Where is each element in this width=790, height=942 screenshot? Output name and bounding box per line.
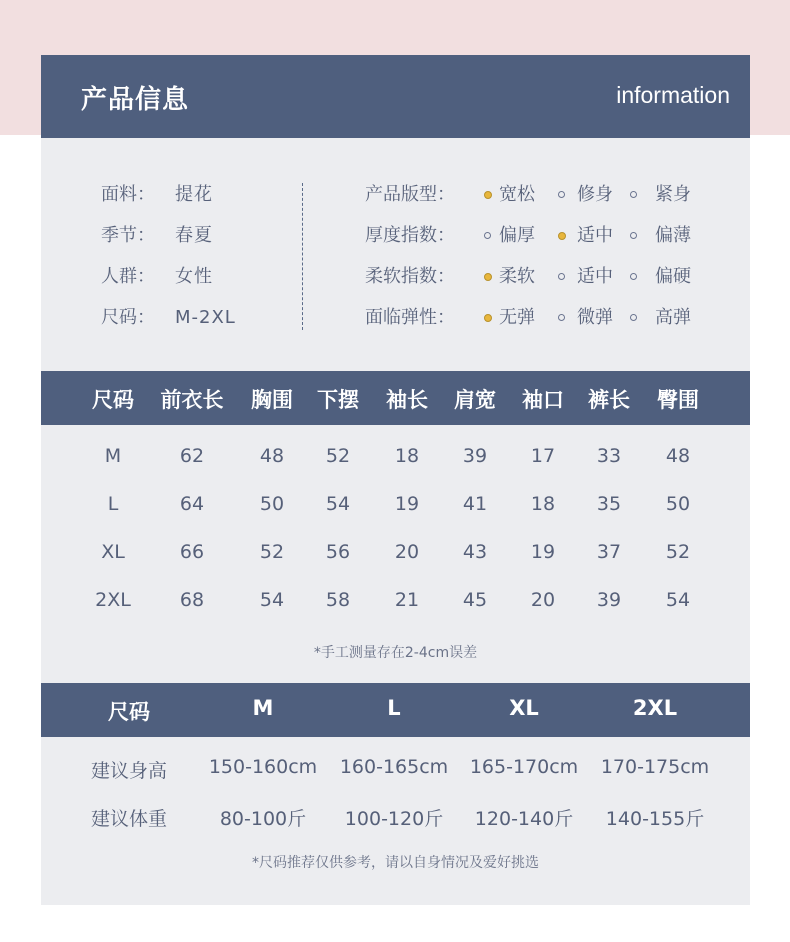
attr-row-fit xyxy=(365,183,735,207)
size-cell: 20 xyxy=(394,541,420,563)
size-cell: 52 xyxy=(259,541,285,563)
attr-row-softness xyxy=(365,265,735,289)
attr-value: 提花 xyxy=(175,184,213,205)
size-cell: 39 xyxy=(596,589,622,611)
size-cell: 21 xyxy=(394,589,420,611)
attr-label: 产品版型： xyxy=(365,184,455,205)
attr-label: 人群： xyxy=(101,266,155,287)
size-header-cell: 臀围 xyxy=(657,388,699,412)
option-label: 无弹 xyxy=(499,307,535,328)
attr-row-size xyxy=(101,306,291,330)
size-cell: 50 xyxy=(259,493,285,515)
attr-value: M-2XL xyxy=(175,307,236,328)
option-label: 柔软 xyxy=(499,266,535,287)
option-dot xyxy=(630,232,637,239)
page-subtitle: information xyxy=(616,82,730,108)
size-header-cell: 袖长 xyxy=(386,388,428,412)
size-header-cell: 尺码 xyxy=(92,388,134,412)
recommend-cell: 170-175cm xyxy=(600,756,710,778)
attr-label: 柔软指数： xyxy=(365,266,455,287)
attr-label: 季节： xyxy=(101,225,155,246)
recommend-note: *尺码推荐仅供参考，请以自身情况及爱好挑选 xyxy=(252,855,539,871)
option-dot xyxy=(484,314,492,322)
size-cell: 66 xyxy=(179,541,205,563)
option-label: 适中 xyxy=(577,266,613,287)
size-cell: 54 xyxy=(325,493,351,515)
attr-row-audience xyxy=(101,265,291,289)
option-label: 宽松 xyxy=(499,184,535,205)
option-label: 偏厚 xyxy=(499,225,535,246)
recommend-cell: 120-140斤 xyxy=(474,808,574,830)
product-info-card xyxy=(41,55,750,905)
size-cell: 19 xyxy=(394,493,420,515)
dashed-divider xyxy=(302,183,303,330)
option-label: 修身 xyxy=(577,184,613,205)
size-header-cell: 胸围 xyxy=(251,388,293,412)
option-dot xyxy=(558,273,565,280)
product-attributes xyxy=(41,138,750,371)
recommend-cell: 140-155斤 xyxy=(605,808,705,830)
size-cell: 54 xyxy=(259,589,285,611)
recommend-header-cell: 尺码 xyxy=(108,700,150,724)
recommend-header-cell: L xyxy=(387,696,401,720)
size-cell: 68 xyxy=(179,589,205,611)
size-cell: 19 xyxy=(530,541,556,563)
option-label: 紧身 xyxy=(655,184,691,205)
option-label: 偏薄 xyxy=(655,225,691,246)
recommend-cell: 建议身高 xyxy=(90,760,168,782)
recommend-cell: 100-120斤 xyxy=(344,808,444,830)
size-cell: 35 xyxy=(596,493,622,515)
attr-value: 女性 xyxy=(175,266,213,287)
size-cell: XL xyxy=(101,541,125,563)
size-cell: 33 xyxy=(596,445,622,467)
size-cell: 50 xyxy=(665,493,691,515)
attr-row-thickness xyxy=(365,224,735,248)
size-cell: 48 xyxy=(665,445,691,467)
attr-label: 面料： xyxy=(101,184,155,205)
attr-label: 面临弹性： xyxy=(365,307,455,328)
size-header-cell: 下摆 xyxy=(317,388,359,412)
option-label: 适中 xyxy=(577,225,613,246)
size-cell: 58 xyxy=(325,589,351,611)
recommend-cell: 160-165cm xyxy=(339,756,449,778)
size-cell: 64 xyxy=(179,493,205,515)
recommend-table-header xyxy=(41,683,750,737)
option-dot xyxy=(558,314,565,321)
attr-label: 厚度指数： xyxy=(365,225,455,246)
size-cell: 17 xyxy=(530,445,556,467)
size-cell: 43 xyxy=(462,541,488,563)
size-header-cell: 裤长 xyxy=(588,388,630,412)
size-cell: 45 xyxy=(462,589,488,611)
size-cell: 18 xyxy=(394,445,420,467)
measurement-note: *手工测量存在2-4cm误差 xyxy=(313,645,478,661)
size-cell: 52 xyxy=(665,541,691,563)
size-table-header xyxy=(41,371,750,425)
option-dot xyxy=(630,273,637,280)
size-header-cell: 袖口 xyxy=(522,388,564,412)
recommend-header-cell: 2XL xyxy=(632,696,678,720)
recommend-header-cell: M xyxy=(252,696,274,720)
size-cell: 56 xyxy=(325,541,351,563)
size-cell: M xyxy=(104,445,122,467)
size-cell: L xyxy=(107,493,119,515)
size-cell: 18 xyxy=(530,493,556,515)
size-cell: 20 xyxy=(530,589,556,611)
attr-row-fabric xyxy=(101,183,291,207)
size-cell: 2XL xyxy=(95,589,131,611)
option-dot xyxy=(558,191,565,198)
recommend-header-cell: XL xyxy=(509,696,539,720)
card-header xyxy=(41,55,750,138)
attr-value: 春夏 xyxy=(175,225,213,246)
recommend-cell: 建议体重 xyxy=(90,808,168,830)
option-label: 高弹 xyxy=(655,307,691,328)
size-cell: 39 xyxy=(462,445,488,467)
option-dot xyxy=(630,314,637,321)
size-cell: 37 xyxy=(596,541,622,563)
option-label: 偏硬 xyxy=(655,266,691,287)
option-dot xyxy=(558,232,566,240)
size-cell: 52 xyxy=(325,445,351,467)
size-cell: 54 xyxy=(665,589,691,611)
size-cell: 48 xyxy=(259,445,285,467)
recommend-cell: 150-160cm xyxy=(208,756,318,778)
option-dot xyxy=(484,191,492,199)
page-title: 产品信息 xyxy=(81,85,190,115)
option-label: 微弹 xyxy=(577,307,613,328)
size-cell: 62 xyxy=(179,445,205,467)
attr-row-season xyxy=(101,224,291,248)
recommend-cell: 80-100斤 xyxy=(219,808,307,830)
size-header-cell: 前衣长 xyxy=(160,388,224,412)
size-cell: 41 xyxy=(462,493,488,515)
attr-row-elasticity xyxy=(365,306,735,330)
option-dot xyxy=(484,273,492,281)
attr-label: 尺码： xyxy=(101,307,155,328)
option-dot xyxy=(630,191,637,198)
option-dot xyxy=(484,232,491,239)
size-header-cell: 肩宽 xyxy=(454,388,496,412)
recommend-cell: 165-170cm xyxy=(469,756,579,778)
